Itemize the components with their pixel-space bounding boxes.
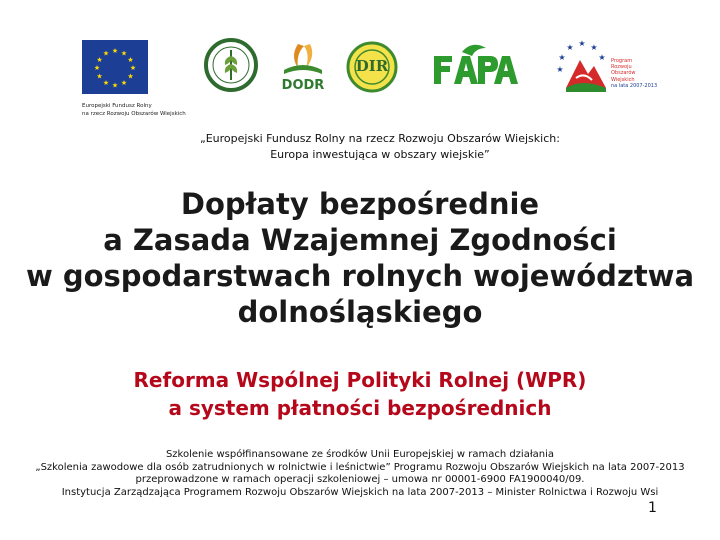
funding-footer [10,449,710,499]
svg-text:★: ★ [96,72,103,81]
svg-text:★: ★ [102,49,110,58]
svg-text:★: ★ [558,53,566,62]
svg-text:★: ★ [120,49,128,58]
prow-logo-text [611,58,671,89]
prow-text-line-3: Obszarów [611,70,636,77]
title-line-1: Dopłaty bezpośrednie [180,187,540,221]
eu-caption-line-2: na rzecz Rozwoju Obszarów Wiejskich [82,111,186,117]
subtitle-line-1: Reforma Wspólnej Polityki Rolnej (WPR) [133,368,587,392]
footer-line-1: Szkolenie współfinansowane ze środków Unii Europejskiej w ramach działania [165,449,555,460]
prow-text-line-1: Program [611,58,633,64]
eu-fund-caption [82,102,242,118]
svg-text:★: ★ [102,79,110,87]
svg-text:★: ★ [111,47,119,55]
fapa-logo [432,42,518,92]
presentation-subtitle [0,366,720,422]
dodr-logo-text: DODR [281,78,325,93]
svg-text:★: ★ [129,64,137,72]
title-line-4: dolnośląskiego [237,295,483,329]
svg-text:★: ★ [96,56,103,64]
svg-text:★: ★ [111,81,119,90]
title-line-2: a Zasada Wzajemnej Zgodności [103,223,617,257]
prow-text-line-5: na lata 2007-2013 [611,82,658,89]
prow-text-line-2: Rozwoju [611,64,632,71]
motto-line-1: „Europejski Fundusz Rolny na rzecz Rozwoju Obszarów Wiejskich: [200,132,560,145]
svg-text:★: ★ [556,65,564,74]
motto-line-2: Europa inwestująca w obszary wiejskie” [270,148,490,161]
eu-caption-line-1: Europejski Fundusz Rolny [82,103,152,109]
svg-text:★: ★ [566,43,574,52]
subtitle-line-2: a system płatności bezpośrednich [168,396,552,420]
svg-text:★: ★ [93,64,101,72]
svg-text:★: ★ [590,43,598,52]
prow-logo [552,38,612,100]
dir-logo-text: DIR [355,57,389,75]
eu-flag-logo [82,40,148,98]
svg-text:★: ★ [127,72,134,81]
svg-text:★: ★ [598,53,606,62]
svg-text:★: ★ [120,79,128,87]
footer-line-4: Instytucja Zarządzająca Programem Rozwoju Obszarów Wiejskich na lata 2007-2013 – Minister Rolnictwa i Rozwoju Wsi [61,486,659,498]
title-line-3: w gospodarstwach rolnych województwa [25,259,695,293]
page-number: 1 [648,500,657,516]
fund-motto [130,131,630,163]
dodr-logo [276,40,330,100]
ministry-seal-logo [204,36,258,98]
prow-text-line-4: Wiejskich [611,76,635,83]
svg-text:★: ★ [127,56,134,64]
footer-line-3: przeprowadzone w ramach operacji szkoleniowej – umowa nr 00001-6900 FA1900040/09. [135,474,585,485]
presentation-title [0,186,720,330]
dir-logo [344,40,400,98]
footer-line-2: „Szkolenia zawodowe dla osób zatrudnionych w rolnictwie i leśnictwie” Programu Rozwoju Obszarów Wiejskich na lata 2007-2013 [35,461,685,473]
svg-text:★: ★ [578,39,586,48]
